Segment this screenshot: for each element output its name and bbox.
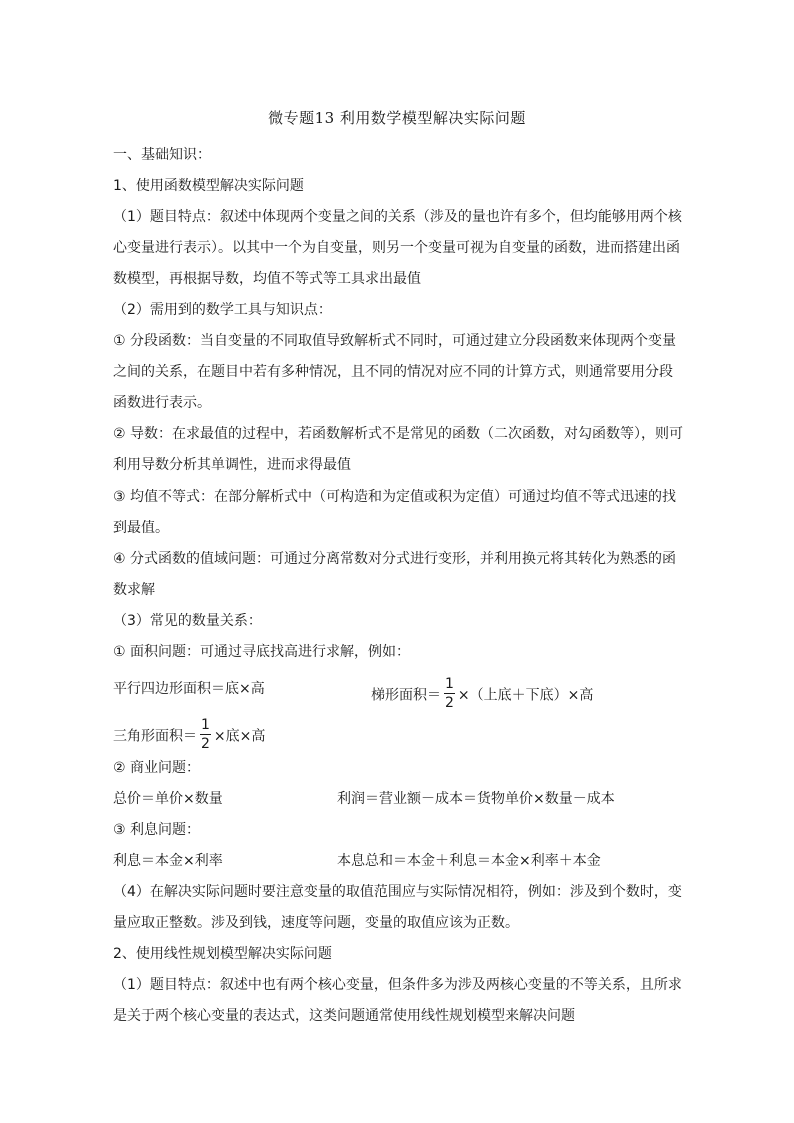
fraction-numerator: 1 [201,717,210,733]
list-item-line: 函数进行表示。 [113,395,211,411]
paragraph-line: （1）题目特点：叙述中体现两个变量之间的关系（涉及的量也许有多个，但均能够用两个核 [113,209,682,225]
list-item-line: ① 分段函数：当自变量的不同取值导致解析式不同时，可通过建立分段函数来体现两个变量 [113,333,676,349]
formula-suffix: ×底×高 [213,728,266,745]
formula-triangle [113,717,266,753]
formula-parallelogram: 平行四边形面积＝底×高 [113,681,265,697]
list-item-line: ② 导数：在求最值的过程中，若函数解析式不是常见的函数（二次函数，对勾函数等），则可 [113,426,683,442]
subsection-heading: 1、使用函数模型解决实际问题 [113,178,304,194]
paragraph-line: （4）在解决实际问题时要注意变量的取值范围应与实际情况相符，例如：涉及到个数时，变 [113,884,682,900]
formula-interest: 利息＝本金×利率 [113,853,223,869]
list-item-line: ② 商业问题： [113,760,201,776]
formula-prefix: 梯形面积＝ [371,687,441,704]
fraction-denominator: 2 [445,695,454,711]
fraction-half [200,718,211,751]
paragraph-line: 量应取正整数。涉及到钱，速度等问题，变量的取值应该为正数。 [113,915,519,931]
list-item-line: ④ 分式函数的值域问题：可通过分离常数对分式进行变形，并利用换元将其转化为熟悉的函 [113,551,676,567]
list-item-line: 到最值。 [113,520,169,536]
list-item-line: ③ 均值不等式：在部分解析式中（可构造和为定值或积为定值）可通过均值不等式迅速的找 [113,489,676,505]
list-item-line: 利用导数分析其单调性，进而求得最值 [113,457,351,473]
paragraph-heading: （2）需用到的数学工具与知识点： [113,302,332,318]
paragraph-line: 心变量进行表示）。以其中一个为自变量，则另一个变量可视为自变量的函数，进而搭建出函 [113,240,680,256]
list-item-line: ③ 利息问题： [113,822,201,838]
list-item-line: ① 面积问题：可通过寻底找高进行求解，例如： [113,644,410,660]
paragraph-line: 是关于两个核心变量的表达式，这类问题通常使用线性规划模型来解决问题 [113,1008,575,1024]
section-heading: 一、基础知识： [113,147,211,163]
subsection-heading: 2、使用线性规划模型解决实际问题 [113,946,332,962]
list-item-line: 之间的关系，在题目中若有多种情况，且不同的情况对应不同的计算方式，则通常要用分段 [113,364,673,380]
paragraph-heading: （3）常见的数量关系： [113,613,262,629]
page-title: 微专题13 利用数学模型解决实际问题 [268,109,526,127]
formula-trapezoid [371,676,594,712]
fraction-denominator: 2 [201,736,210,752]
paragraph-line: （1）题目特点：叙述中也有两个核心变量，但条件多为涉及两核心变量的不等关系，且所求 [113,977,682,993]
fraction-half [444,677,455,710]
formula-prefix: 三角形面积＝ [113,728,197,745]
formula-principal-interest: 本息总和＝本金＋利息＝本金×利率＋本金 [337,853,601,869]
fraction-numerator: 1 [445,676,454,692]
paragraph-line: 数模型，再根据导数，均值不等式等工具求出最值 [113,271,421,287]
formula-total-price: 总价＝单价×数量 [113,791,223,807]
list-item-line: 数求解 [113,582,155,598]
formula-profit: 利润＝营业额－成本＝货物单价×数量－成本 [337,791,615,807]
formula-suffix: ×（上底＋下底）×高 [457,687,594,704]
